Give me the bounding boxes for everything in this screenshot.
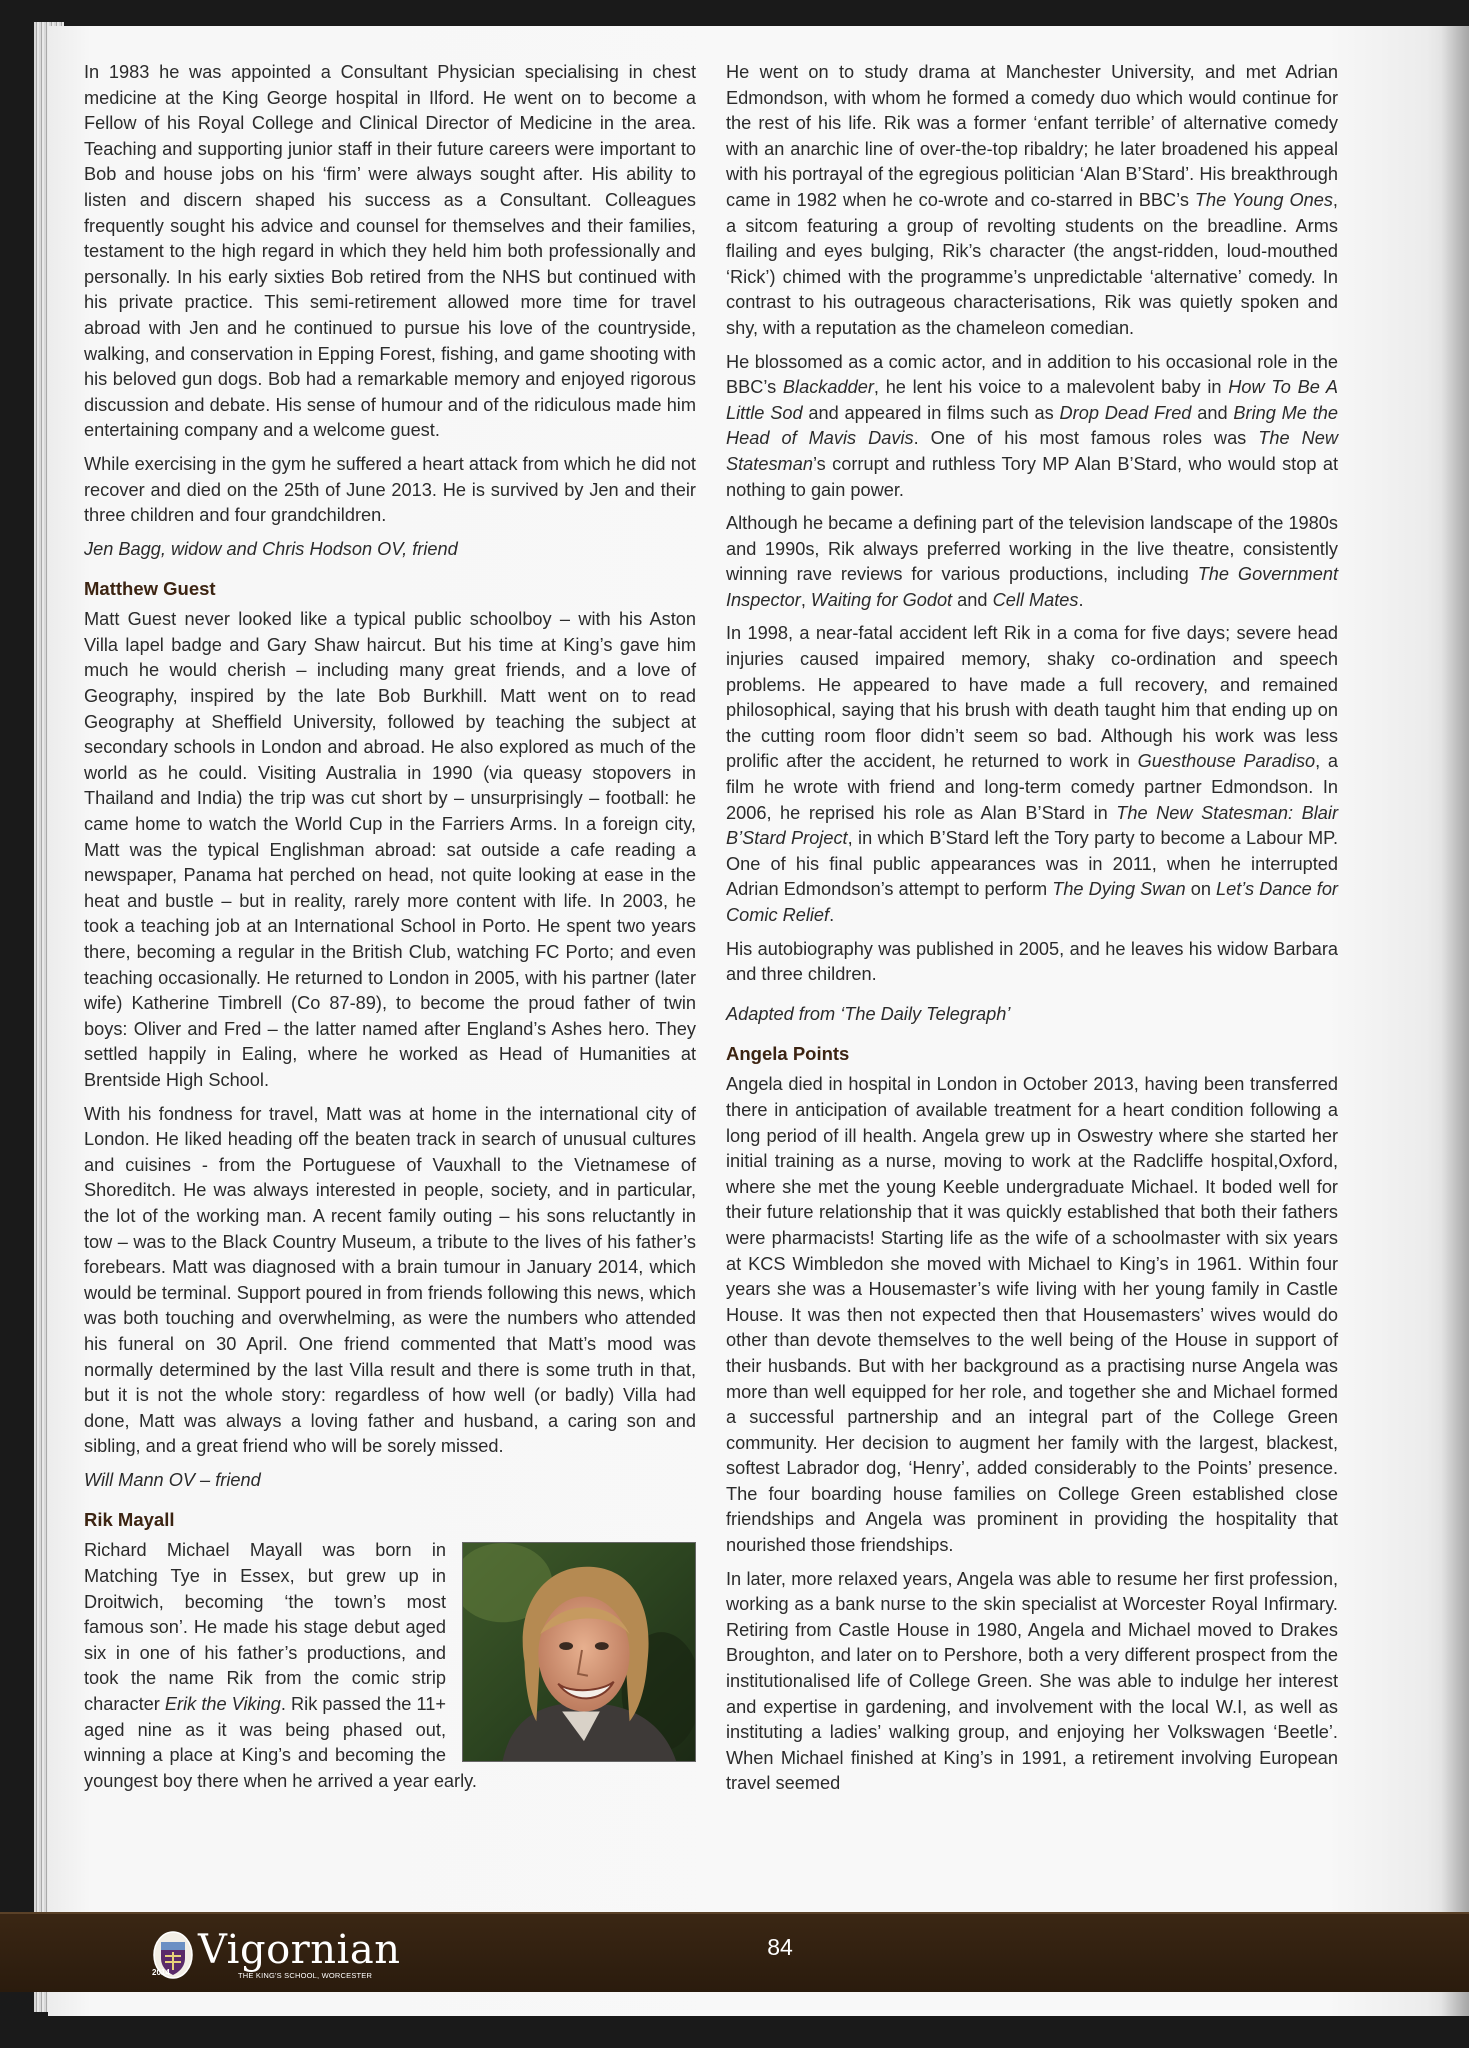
paragraph: Angela died in hospital in London in October 2013, having been transferred there in anticipation of available treatment for a heart condition following a long period of ill health. Angela grew up in Oswestry where she started her initial training as a nurse, moving to work at the Radcliffe hospital,Oxford, where she met the young Keeble undergraduate Michael. It boded well for their future relationship that it was quickly established that both their fathers were pharmacists! Starting life as the wife of a schoolmaster with six years at KCS Wimbledon she moved with Michael to King’s in 1961. Within four years she was a Housemaster’s wife living with her young family in Castle House. It was then not expected then that Housemasters’ wives would do other than devote themselves to the well being of the House in support of their husbands. But with her background as a practising nurse Angela was more than well equipped for her role, and together she and Michael formed a successful partnership and an integral part of the College Green community. Her decision to augment her family with the largest, blackest, softest Labrador dog, ‘Henry’, added considerably to the Points’ presence. The four boarding house families on College Green established close friendships and Angela was prominent in providing the hospitality that nourished those friendships.	[726, 1074, 1338, 1556]
paragraph: In 1998, a near-fatal accident left Rik in a coma for five days; severe head injuries caused impaired memory, shaky co-ordination and speech problems. He appeared to have made a full recovery, and remained philosophical, saying that his brush with death taught him that ending up on the cutting room floor didn’t seem so bad. Although his work was less prolific after the accident, he returned to work in Guesthouse Paradiso, a film he wrote with friend and long-term comedy partner Edmondson. In 2006, he reprised his role as Alan B’Stard in The New Statesman: Blair B’Stard Project, in which B’Stard left the Tory party to become a Labour MP. One of his final public appearances was in 2011, when he interrupted Adrian Edmondson’s attempt to perform The Dying Swan on Let’s Dance for Comic Relief.	[726, 623, 1338, 925]
italic-title: Waiting for Godot	[810, 589, 953, 610]
paragraph: His autobiography was published in 2005, and he leaves his widow Barbara and three children.	[726, 938, 1338, 985]
paragraph: He blossomed as a comic actor, and in addition to his occasional role in the BBC’s Blackadder, he lent his voice to a malevolent baby in How To Be A Little Sod and appeared in films such as Drop Dead Fred and Bring Me the Head of Mavis Davis. One of his most famous roles was The New Statesman’s corrupt and ruthless Tory MP Alan B’Stard, who would stop at nothing to gain power.	[726, 351, 1339, 500]
credit-line: Adapted from ‘The Daily Telegraph’	[726, 1003, 1011, 1024]
italic-title: The Dying Swan	[1052, 879, 1186, 900]
rik-mayall-portrait-photo	[462, 1542, 696, 1762]
logo-year: 2014	[152, 1968, 170, 1977]
obituary-heading-rik-mayall: Rik Mayall	[84, 1509, 175, 1531]
gutter-shadow	[1441, 26, 1469, 2016]
logo-subtitle: THE KING'S SCHOOL, WORCESTER	[238, 1971, 373, 1980]
right-column	[726, 60, 1338, 1805]
paragraph: In later, more relaxed years, Angela was able to resume her first profession, working as a bank nurse to the skin specialist at Worcester Royal Infirmary. Retiring from Castle House in 1980, Angela and Michael moved to Drakes Broughton, and later on to Pershore, both a very different prospect from the institutionalised life of College Green. She was able to indulge her interest and expertise in gardening, and involvement with the local W.I, as well as instituting a ladies’ walking group, and enjoying her Volkswagen ‘Beetle’. When Michael finished at King’s in 1991, a retirement involving European travel seemed	[726, 1568, 1338, 1794]
italic-title: Erik the Viking	[164, 1694, 281, 1715]
italic-title: Bring Me the Head of Mavis Davis	[726, 402, 1338, 449]
obituary-heading-angela-points: Angela Points	[726, 1043, 850, 1065]
italic-title: The Young Ones	[1194, 189, 1333, 210]
portrait-image	[463, 1543, 695, 1761]
italic-title: Drop Dead Fred	[1059, 402, 1192, 423]
paragraph: With his fondness for travel, Matt was at home in the international city of London. He liked heading off the beaten track in search of unusual cultures and cuisines - from the Portuguese of Vauxhall to the Vietnamese of Shoreditch. He was always interested in people, society, and in particular, the lot of the working man. A recent family outing – his sons reluctantly in tow – was to the Black Country Museum, a tribute to the lives of his father’s forebears. Matt was diagnosed with a brain tumour in January 2014, which would be terminal. Support poured in from friends following this news, which was both touching and overwhelming, as were the numbers who attended his funeral on 30 April. One friend commented that Matt’s mood was normally determined by the last Villa result and there is some truth in that, but it is not the whole story: regardless of how well (or badly) Villa had done, Matt was always a loving father and husband, a caring son and sibling, and a great friend who will be sorely missed.	[84, 1103, 696, 1457]
paragraph: He went on to study drama at Manchester University, and met Adrian Edmondson, with whom he formed a comedy duo which would continue for the rest of his life. Rik was a former ‘enfant terrible’ of alternative comedy with an anarchic line of over-the-top ribaldry; he later broadened his appeal with his portrayal of the egregious politician ‘Alan B’Stard’. His breakthrough came in 1982 when he co-wrote and co-starred in BBC’s The Young Ones, a sitcom featuring a group of revolting students on the breadline. Arms flailing and eyes bulging, Rik’s character (the angst-ridden, loud-mouthed ‘Rick’) chimed with the programme’s unpredictable ‘alternative’ comedy. In contrast to his outrageous characterisations, Rik was quietly spoken and shy, with a reputation as the chameleon comedian.	[726, 62, 1338, 338]
paragraph: While exercising in the gym he suffered a heart attack from which he did not recover and died on the 25th of June 2013. He is survived by Jen and their three children and four grandchildren.	[84, 453, 696, 526]
page-number: 84	[767, 1934, 793, 1960]
italic-title: The New Statesman: Blair B’Stard Project	[726, 802, 1338, 849]
paragraph: In 1983 he was appointed a Consultant Physician specialising in chest medicine at the King George hospital in Ilford. He went on to become a Fellow of his Royal College and Clinical Director of Medicine in the area. Teaching and supporting junior staff in their future careers were important to Bob and house jobs on his ‘firm’ were always sought after. His ability to listen and discern shaped his success as a Consultant. Colleagues frequently sought his advice and counsel for themselves and their families, testament to the high regard in which they held him both professionally and personally. In his early sixties Bob retired from the NHS but continued with his private practice. This semi-retirement allowed more time for travel abroad with Jen and he continued to pursue his love of the countryside, walking, and conservation in Epping Forest, fishing, and game shooting with his beloved gun dogs. Bob had a remarkable memory and enjoyed rigorous discussion and debate. His sense of humour and of the ridiculous made him entertaining company and a welcome guest.	[84, 62, 696, 441]
italic-title: Cell Mates	[992, 589, 1079, 610]
credit-line: Jen Bagg, widow and Chris Hodson OV, friend	[84, 538, 458, 559]
paragraph: Richard Michael Mayall was born in Matching Tye in Essex, but grew up in Droitwich, becoming ‘the town’s most famous son’. He made his stage debut aged six in one of his father’s productions, and took the name Rik from the comic strip character Erik the Viking. Rik passed the 11+ aged nine as it was being phased out, winning a place at King’s and becoming the youngest boy there when he arrived a year early.	[84, 1540, 477, 1791]
logo-text	[152, 1926, 401, 1984]
italic-title: The Government Inspector	[726, 564, 1338, 610]
credit-line: Will Mann OV – friend	[84, 1469, 261, 1490]
italic-title: Guesthouse Paradiso	[1137, 751, 1316, 772]
paragraph: Although he became a defining part of the television landscape of the 1980s and 1990s, Rik always preferred working in the live theatre, consistently winning rave reviews for various productions, including The Government Inspector, Waiting for Godot and Cell Mates.	[726, 513, 1338, 610]
logo-wordmark: Vigornian	[198, 1927, 401, 1973]
italic-title: Blackadder	[782, 377, 874, 398]
italic-title: Let’s Dance for Comic Relief	[726, 879, 1338, 925]
obituary-heading-matthew-guest: Matthew Guest	[84, 578, 216, 600]
italic-title: The New Statesman	[726, 428, 1339, 474]
paragraph: Matt Guest never looked like a typical public schoolboy – with his Aston Villa lapel badge and Gary Shaw haircut. But his time at King’s gave him much he would cherish – including many great friends, and a love of Geography, inspired by the late Bob Burkhill. Matt went on to read Geography at Sheffield University, followed by teaching the subject at secondary schools in London and abroad. He also explored as much of the world as he could. Visiting Australia in 1990 (via queasy stopovers in Thailand and India) the trip was cut short by – unsurprisingly – football: he came home to watch the World Cup in the Farriers Arms. In a foreign city, Matt was the typical Englishman abroad: sat outside a cafe reading a newspaper, Panama hat perched on head, not quite looking at ease in the heat and bustle – but in reality, rarely more content with life. In 2003, he took a teaching job at an International School in Porto. He spent two years there, becoming a regular in the British Club, watching FC Porto; and even teaching occasionally. He returned to London in 2005, with his partner (later wife) Katherine Timbrell (Co 87-89), to become the proud father of twin boys: Oliver and Fred – the latter named after England’s Ashes hero. They settled happily in Ealing, where he worked as Head of Humanities at Brentside High School.	[84, 609, 696, 1090]
left-column	[84, 60, 696, 1802]
italic-title: How To Be A Little Sod	[726, 377, 1338, 423]
vigornian-logo	[152, 1926, 404, 1984]
